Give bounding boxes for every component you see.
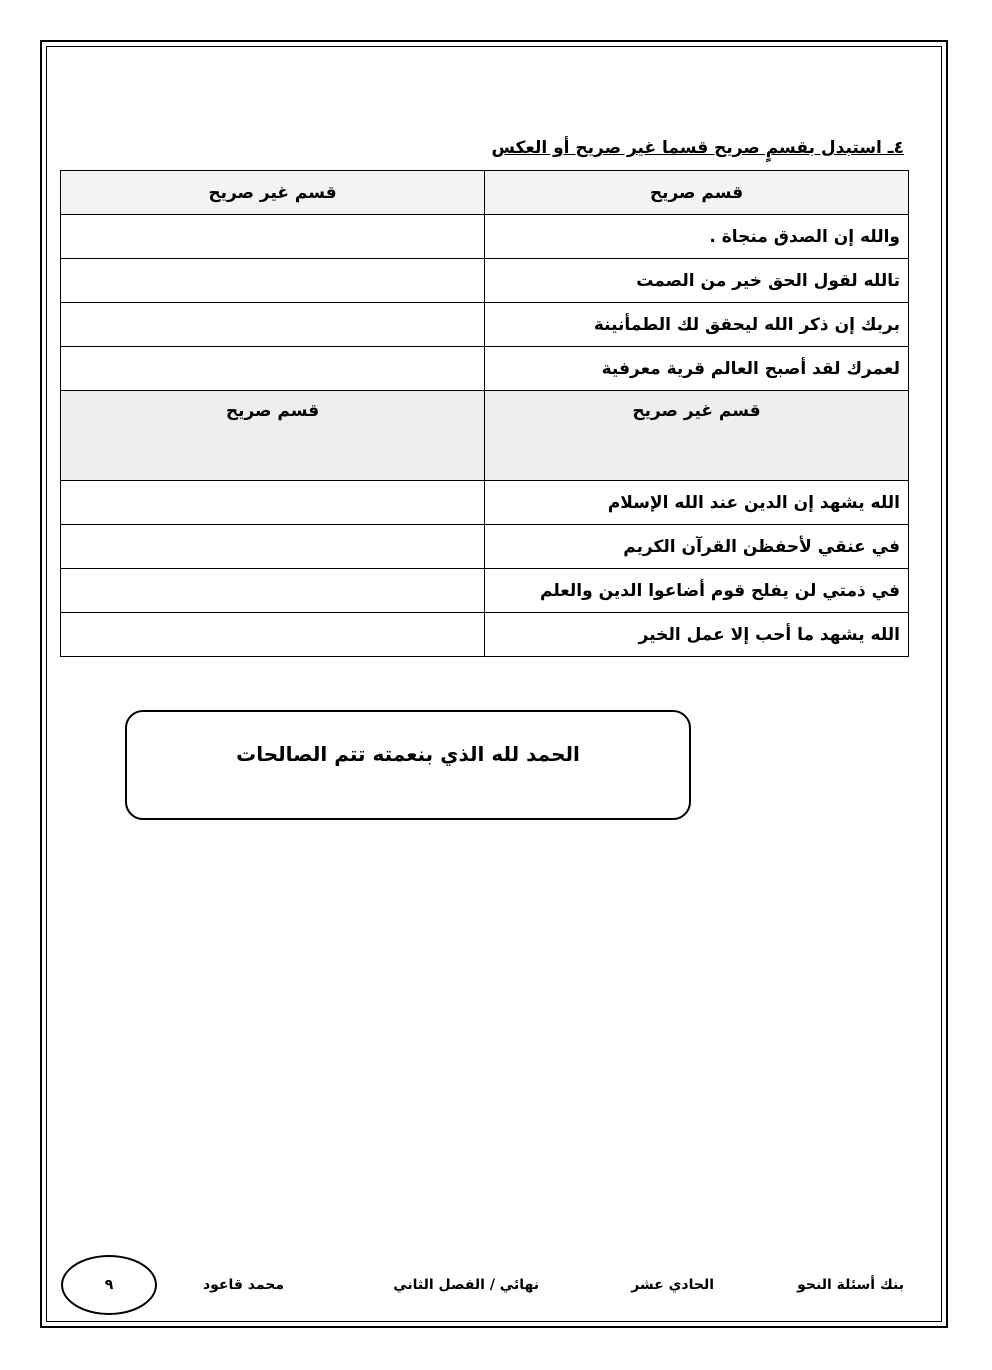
page-number-oval — [61, 1255, 157, 1315]
table-row — [61, 303, 909, 347]
table-cell-answer — [61, 259, 485, 303]
table-row — [61, 347, 909, 391]
table-cell-answer — [61, 215, 485, 259]
table-cell-sentence: والله إن الصدق منجاة . — [485, 215, 909, 259]
question-title: ٤ـ استبدل بقسمٍ صريح قسما غير صريح أو العكس — [491, 138, 904, 158]
table-header-row — [61, 171, 909, 215]
table-row — [61, 215, 909, 259]
header-implicit-oath: قسم غير صريح — [61, 171, 485, 215]
table-cell-sentence: الله يشهد إن الدين عند الله الإسلام — [485, 481, 909, 525]
footer-grade: الحادي عشر — [631, 1277, 714, 1293]
footer-bank-title: بنك أسئلة النحو — [797, 1277, 904, 1293]
header-explicit-oath: قسم صريح — [485, 171, 909, 215]
table-cell-answer — [61, 303, 485, 347]
table-row — [61, 613, 909, 657]
table-cell-answer — [61, 569, 485, 613]
page-number: ٩ — [104, 1277, 114, 1293]
table-cell-answer — [61, 525, 485, 569]
oath-table — [60, 170, 909, 657]
header-explicit-oath-2: قسم صريح — [61, 391, 485, 481]
table-cell-sentence: في عنقي لأحفظن القرآن الكريم — [485, 525, 909, 569]
table-cell-sentence: في ذمتي لن يفلح قوم أضاعوا الدين والعلم — [485, 569, 909, 613]
table-cell-sentence: بربك إن ذكر الله ليحقق لك الطمأنينة — [485, 303, 909, 347]
table-cell-answer — [61, 347, 485, 391]
table-cell-answer — [61, 481, 485, 525]
closing-dua-text: الحمد لله الذي بنعمته تتم الصالحات — [236, 742, 580, 766]
header-implicit-oath-2: قسم غير صريح — [485, 391, 909, 481]
table-row — [61, 569, 909, 613]
table-header-row-2 — [61, 391, 909, 481]
table-row — [61, 525, 909, 569]
footer-author: محمد قاعود — [202, 1277, 284, 1293]
table-row — [61, 481, 909, 525]
table-cell-sentence: لعمرك لقد أصبح العالم قرية معرفية — [485, 347, 909, 391]
closing-dua-box — [125, 710, 691, 820]
table-cell-answer — [61, 613, 485, 657]
table-row — [61, 259, 909, 303]
table-cell-sentence: الله يشهد ما أحب إلا عمل الخير — [485, 613, 909, 657]
table-cell-sentence: تالله لقول الحق خير من الصمت — [485, 259, 909, 303]
footer-term: نهائي / الفصل الثاني — [393, 1277, 539, 1293]
